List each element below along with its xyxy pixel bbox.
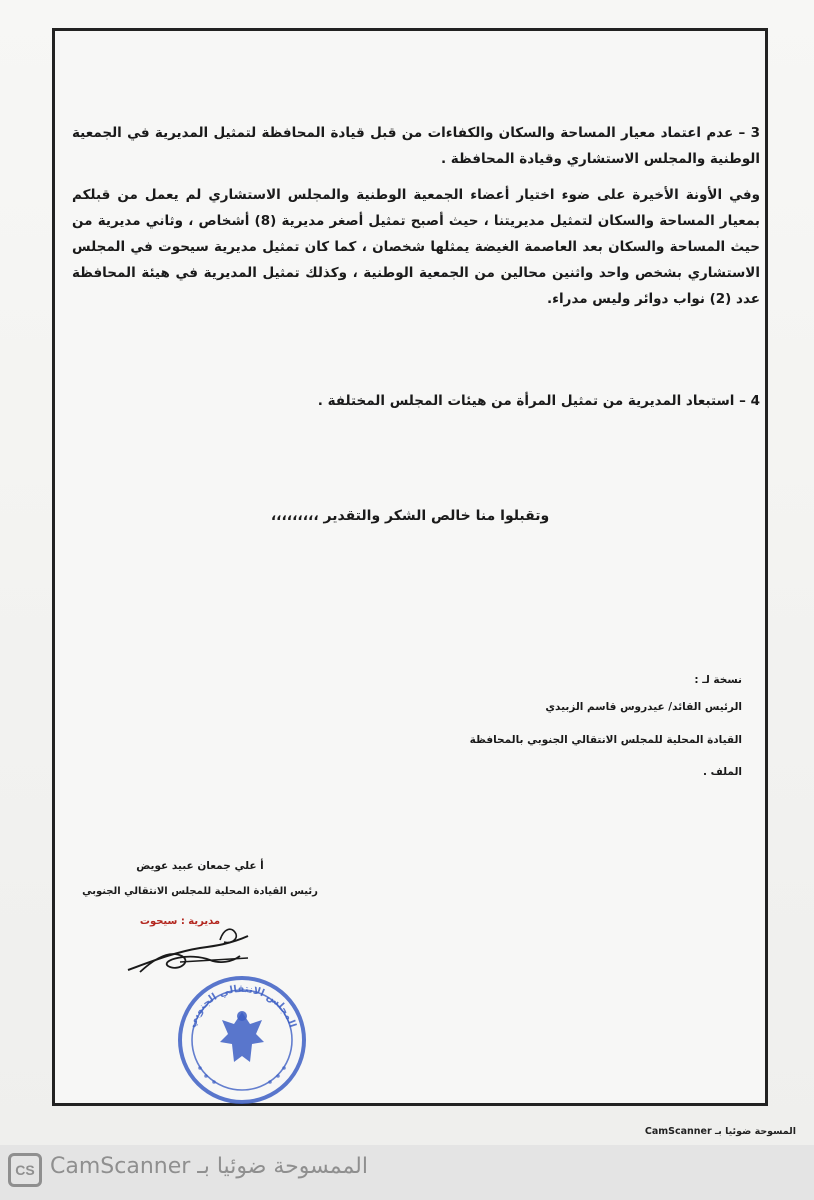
camscanner-brand-arabic: الممسوحة ضوئيا بـ <box>197 1154 369 1179</box>
scanner-caption: المسوحة ضوئيا بـ CamScanner <box>644 1126 796 1137</box>
camscanner-logo-icon: CS <box>8 1153 42 1187</box>
point-4-paragraph: 4 – استبعاد المديرية من تمثيل المرأة من هيئات المجلس المختلفة . <box>317 393 760 409</box>
official-stamp-icon <box>172 972 312 1108</box>
point-3-paragraph: 3 – عدم اعتماد معيار المساحة والسكان والكفاءات من قبل قيادة المحافظة لتمثيل المديرية في الجمعية الوطنية والمجلس الاستشاري وقيادة المحافظة . <box>72 125 760 167</box>
signatory-name: أ علي جمعان عبيد عويض <box>136 860 264 872</box>
body-paragraph: وفي الأونة الأخيرة على ضوء اختيار أعضاء الجمعية الوطنية والمجلس الاستشاري لم يعمل من قبلكم بمعيار المساحة والسكان لتمثيل مديريتنا ، حيث أصبح تمثيل أصغر مديرية (8) أشخاص ، وثاني مديرية من حيث المساحة والسكان بعد العاصمة الغيضة يمثلها شخصان ، كما كان تمثيل مديرية سيحوت في المجلس الاستشاري بشخص واحد واثنين محالين من الجمعية الوطنية ، وكذلك تمثيل المديرية في هيئة المحافظة عدد (2) نواب دوائر وليس مدراء. <box>72 187 760 307</box>
closing-thanks: وتقبلوا منا خالص الشكر والتقدير ،،،،،،،،، <box>270 508 550 524</box>
copy-recipient-2: القيادة المحلية للمجلس الانتقالي الجنوبي بالمحافظة <box>469 734 742 746</box>
copy-recipient-1: الرئيس القائد/ عيدروس قاسم الزبيدي <box>545 701 742 713</box>
camscanner-watermark-text <box>50 1154 368 1179</box>
copy-recipient-3: الملف . <box>702 766 742 778</box>
camscanner-brand: CamScanner <box>50 1154 191 1179</box>
stamp-arc-text: المجلس الانتقالي الجنوبي <box>186 983 298 1030</box>
signatory-title: رئيس القيادة المحلية للمجلس الانتقالي الجنوبي <box>82 886 318 897</box>
signatory-district: مديرية : سيحوت <box>139 916 221 927</box>
copies-title: نسخة لـ : <box>694 674 742 686</box>
